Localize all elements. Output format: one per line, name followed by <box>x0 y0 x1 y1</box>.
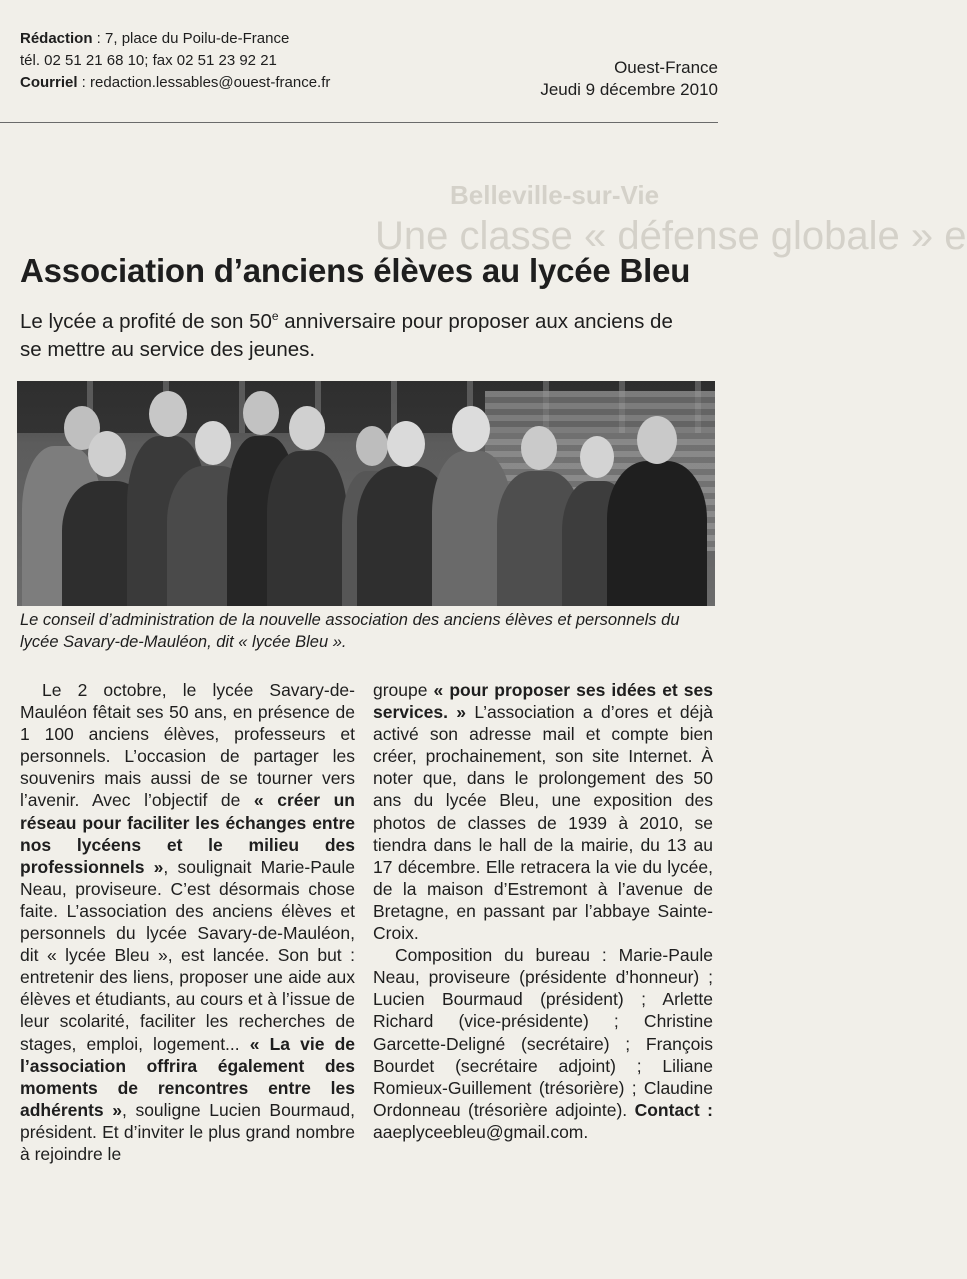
newspaper-name: Ouest-France <box>614 58 718 77</box>
redaction-label: Rédaction <box>20 30 93 47</box>
contact-email: aaeplyceebleu@gmail.com. <box>373 1121 589 1142</box>
email-label: Courriel <box>20 74 78 91</box>
contact-label: Contact : <box>634 1099 714 1120</box>
show-through-headline: Une classe « défense globale » e <box>375 214 967 258</box>
photo-caption: Le conseil d’administration de la nouvelle association des anciens élèves et personnels du lycée Savary-de-Mauléon, dit « lycée Bleu ». <box>20 611 680 651</box>
subhead-superscript: e <box>271 309 279 323</box>
paragraph <box>20 679 355 1165</box>
quote-bold: « pour proposer ses idées et ses services. » <box>373 680 713 723</box>
issue-date: Jeudi 9 décembre 2010 <box>540 80 718 99</box>
paragraph-bureau <box>373 944 713 1143</box>
subhead-part-a: Le lycée a profité de son 50 <box>20 309 272 333</box>
quote-bold: « La vie de l’association offrira également des moments de rencontres entre les adhérents » <box>20 1033 355 1120</box>
article-column-2 <box>373 679 713 1143</box>
masthead <box>540 57 718 101</box>
contact-block <box>20 28 330 94</box>
phone-fax: tél. 02 51 21 68 10; fax 02 51 23 92 21 <box>20 52 277 69</box>
article-column-1 <box>20 679 355 1165</box>
text-run: groupe <box>373 680 434 700</box>
article-subhead <box>20 302 680 364</box>
photo-person <box>607 416 707 606</box>
text-run: Composition du bureau : Marie-Paule Neau, proviseure (présidente d’honneur) ; Lucien Bourmaud (président) ; Arlette Richard (vice-présidente) ; Christine Garcette-Deligné (secrétaire) ; François Bourdet (secrétaire adjoint) ; Liliane Romieux-Guillement (trésorière) ; Claudine Ordonneau (trésorière adjointe). <box>373 945 713 1120</box>
photo-person <box>267 406 347 606</box>
group-photo <box>17 381 715 606</box>
show-through-kicker: Belleville-sur-Vie <box>450 180 660 210</box>
subhead-part-b: anniversaire pour proposer aux anciens de se mettre au service des jeunes. <box>20 309 673 361</box>
email-address: : redaction.lessables@ouest-france.fr <box>77 74 331 91</box>
article-headline: Association d’anciens élèves au lycée Bleu <box>20 252 691 289</box>
text-run: , soulignait Marie-Paule Neau, proviseure. C’est désormais chose faite. L’association des anciens élèves et personnels du lycée Savary-de-Mauléon, dit « lycée Bleu », est lancée. Son but : entretenir des liens, proposer une aide aux élèves et étudiants, au cours et à l’issue de leur scolarité, faciliter les recherches de stages, emploi, logement... <box>20 856 355 1054</box>
text-run: , souligne Lucien Bourmaud, président. Et d’inviter le plus grand nombre à rejoindre le <box>20 1099 356 1164</box>
text-run: L’association a d’ores et déjà activé son adresse mail et compte bien créer, prochainement, son site Internet. À noter que, dans le prolongement des 50 ans du lycée Bleu, une exposition des photos de classes de 1939 à 2010, se tiendra dans le hall de la mairie, du 13 au 17 décembre. Elle retracera la vie du lycée, de la maison d’Estremont à l’avenue de Bretagne, en passant par l’abbaye Sainte-Croix. <box>373 702 714 944</box>
quote-bold: « créer un réseau pour faciliter les échanges entre nos lycéens et le milieu des professionnels » <box>20 790 355 877</box>
redaction-address: : 7, place du Poilu-de-France <box>92 30 290 47</box>
text-run: Le 2 octobre, le lycée Savary-de-Mauléon fêtait ses 50 ans, en présence de 1 100 anciens élèves, professeurs et personnels. L’occasion de partager les souvenirs mais aussi de se tourner vers l’avenir. Avec l’objectif de <box>20 680 355 811</box>
paragraph <box>373 679 713 944</box>
header-rule <box>0 122 718 123</box>
